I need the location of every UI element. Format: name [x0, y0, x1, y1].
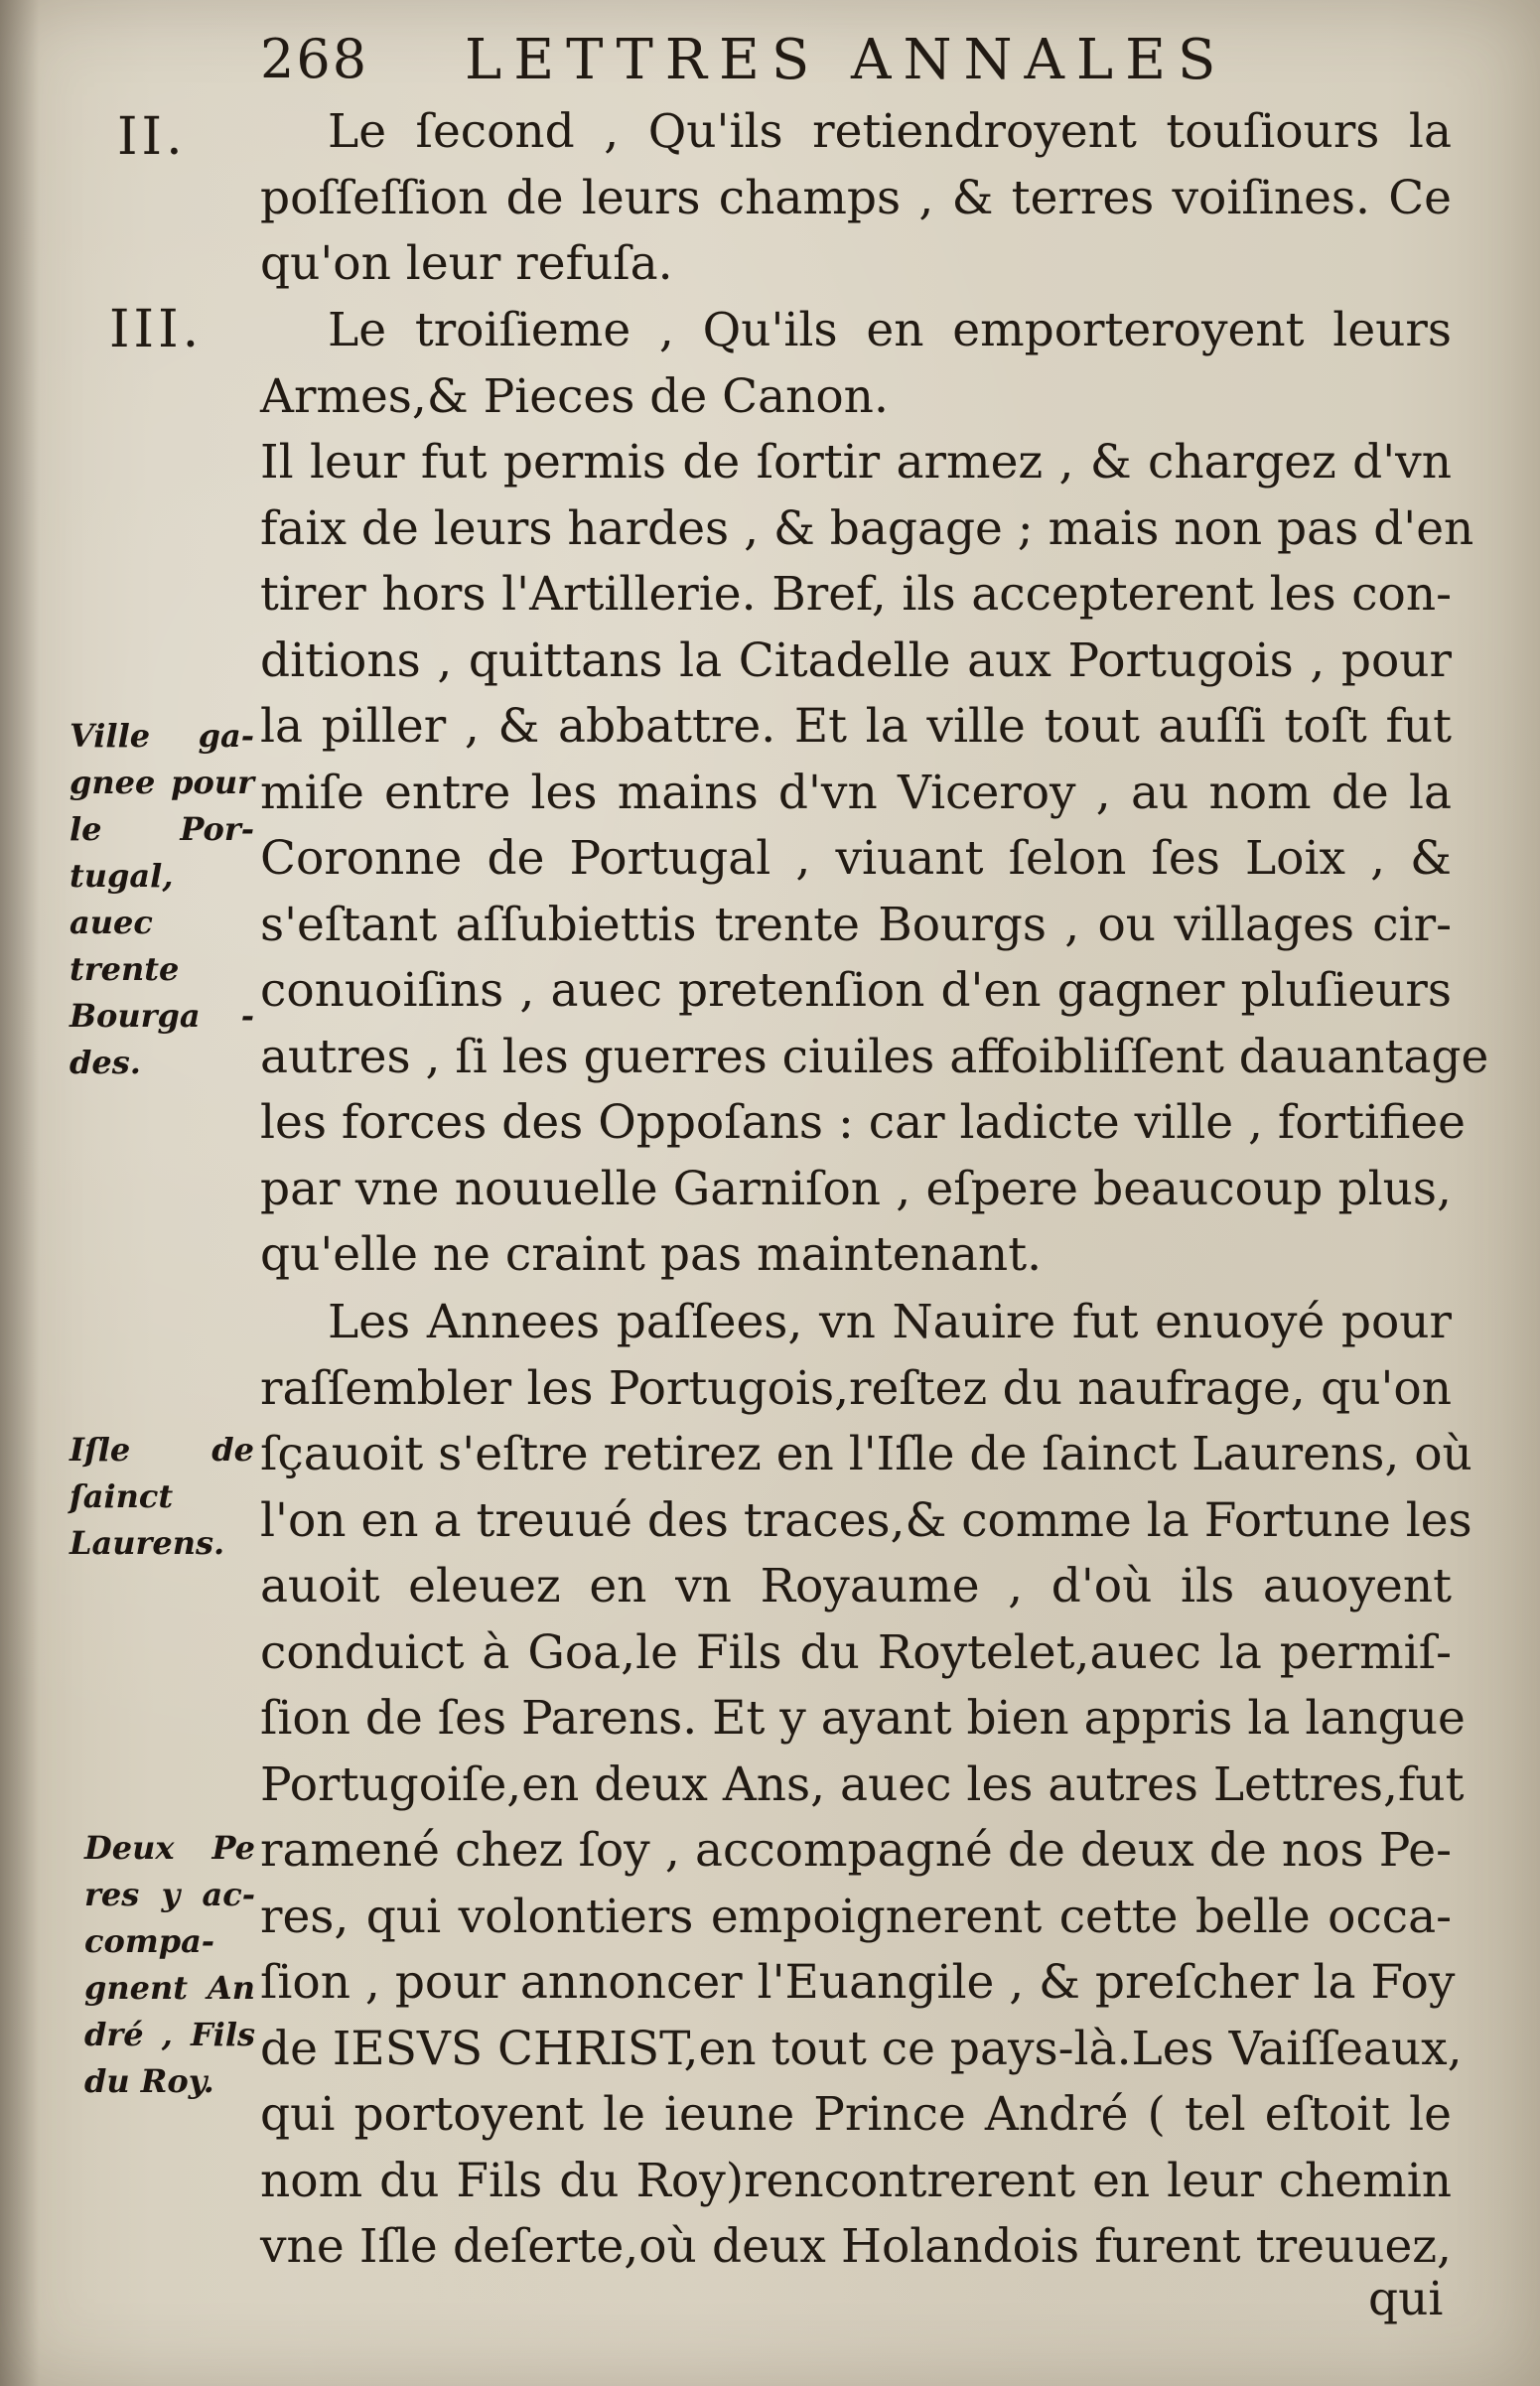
margin-note-two-fathers: [84, 1825, 255, 2105]
margin-note-line: du Roy.: [84, 2062, 214, 2100]
margin-note-isle-saint-laurens: [70, 1427, 254, 1567]
text-line: Le troiſieme , Qu'ils en emporteroyent leurs: [328, 303, 1452, 357]
text-line: Portugoiſe,en deux Ans, auec les autres Lettres,fut: [260, 1756, 1465, 1812]
text-line: l'on en a treuué des traces,& comme la Fortune les: [260, 1492, 1472, 1548]
margin-note-line: Iſle de: [70, 1431, 254, 1469]
text-line: nom du Fils du Roy)rencontrerent en leur chemin: [260, 2153, 1452, 2208]
text-line: ditions , quittans la Citadelle aux Portugois , pour: [260, 632, 1452, 688]
text-line: Armes,& Pieces de Canon.: [260, 368, 889, 424]
text-line: poſſeſſion de leurs champs , & terres voiſines. Ce: [260, 170, 1452, 225]
text-line: les forces des Oppoſans : car ladicte ville , fortifiee: [260, 1095, 1466, 1150]
margin-note-line: le Por-: [70, 810, 254, 848]
text-line: conduict à Goa,le Fils du Roytelet,auec la permiſ-: [260, 1624, 1452, 1680]
text-line: ramené chez ſoy , accompagné de deux de nos Pe-: [260, 1823, 1452, 1878]
margin-note-line: auec: [70, 904, 153, 941]
paragraph-numeral-ii: II.: [117, 107, 187, 167]
margin-note-line: trente: [70, 950, 180, 988]
running-header: [0, 28, 1540, 97]
paragraph-surrender-terms: [260, 430, 1489, 1289]
text-line: qui portoyent le ieune Prince André ( tel eſtoit le: [260, 2087, 1452, 2142]
text-line: qu'elle ne craint pas maintenant.: [260, 1227, 1043, 1282]
margin-note-line: res y ac-: [84, 1876, 255, 1913]
text-line: ſçauoit s'eſtre retirez en l'Iſle de ſainct Laurens, où: [260, 1427, 1472, 1481]
margin-note-line: ſainct: [70, 1477, 174, 1515]
catchword: qui: [1368, 2272, 1444, 2326]
paragraph-numeral-iii: III.: [109, 300, 204, 359]
text-line: la piller , & abbattre. Et la ville tout auſſi toſt fut: [260, 699, 1452, 754]
text-line: s'eſtant aſſubiettis trente Bourgs , ou villages cir-: [260, 897, 1452, 952]
margin-note-line: gnee pour: [70, 764, 254, 801]
text-line: Les Annees paſſees, vn Nauire fut enuoyé pour: [328, 1295, 1452, 1349]
text-line: qu'on leur refuſa.: [260, 236, 673, 291]
text-line: vne Iſle deſerte,où deux Holandois furent treuuez,: [260, 2219, 1452, 2274]
binding-shadow: [0, 0, 40, 2386]
text-line: miſe entre les mains d'vn Viceroy , au nom de la: [260, 765, 1452, 820]
margin-note-line: Ville ga-: [70, 717, 254, 755]
paragraph-second-condition: [260, 99, 1452, 298]
text-line: Coronne de Portugal , viuant ſelon ſes Loix , &: [260, 831, 1452, 886]
text-line: Il leur fut permis de ſortir armez , & chargez d'vn: [260, 435, 1452, 490]
text-line: autres , ſi les guerres ciuiles affoibliſſent dauantage: [260, 1029, 1489, 1084]
margin-note-line: Bourga -: [70, 997, 254, 1035]
text-line: faix de leurs hardes , & bagage ; mais non pas d'en: [260, 500, 1474, 556]
text-line: de IESVS CHRIST,en tout ce pays-là.Les Vaiſſeaux,: [260, 2021, 1463, 2076]
margin-note-line: dré , Fils: [84, 2016, 255, 2053]
paragraph-saint-laurens-voyage: [260, 1290, 1472, 2281]
running-title: LETTRES ANNALES: [465, 28, 1228, 92]
margin-note-line: tugal,: [70, 857, 174, 895]
text-line: res, qui volontiers empoignerent cette belle occa-: [260, 1889, 1452, 1944]
paragraph-third-condition: [260, 298, 1452, 430]
margin-note-line: Deux Pe: [84, 1829, 255, 1867]
margin-note-line: des.: [70, 1044, 141, 1081]
text-line: par vne nouuelle Garniſon , eſpere beaucoup plus,: [260, 1161, 1452, 1216]
text-line: raſſembler les Portugois,reſtez du naufrage, qu'on: [260, 1360, 1452, 1416]
margin-note-line: Laurens.: [70, 1524, 225, 1562]
text-line: auoit eleuez en vn Royaume , d'où ils auoyent: [260, 1559, 1452, 1614]
text-line: Le ſecond , Qu'ils retiendroyent touſiours la: [328, 104, 1452, 159]
margin-note-line: gnent An: [84, 1969, 255, 2007]
text-line: ſion de ſes Parens. Et y ayant bien appris la langue: [260, 1691, 1466, 1746]
text-line: conuoiſins , auec pretenſion d'en gagner pluſieurs: [260, 963, 1452, 1018]
page-number: 268: [260, 28, 369, 90]
margin-note-town-won: [70, 713, 254, 1086]
text-line: tirer hors l'Artillerie. Bref, ils accepterent les con-: [260, 567, 1452, 622]
text-line: ſion , pour annoncer l'Euangile , & preſcher la Foy: [260, 1955, 1456, 2010]
margin-note-line: compa-: [84, 1922, 215, 1960]
